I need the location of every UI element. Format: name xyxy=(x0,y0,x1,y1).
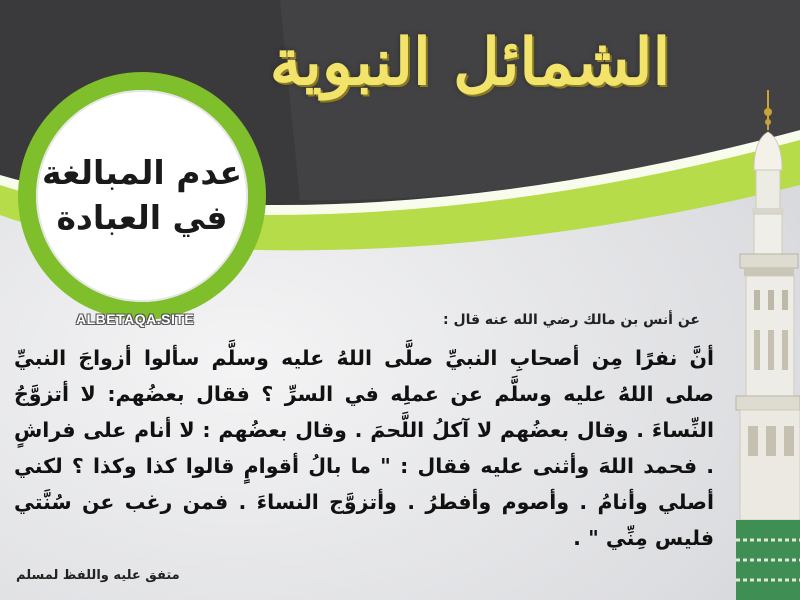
badge-inner xyxy=(36,90,248,302)
header-title: الشمائل النبوية xyxy=(269,25,671,100)
badge-title-line2: في العبادة xyxy=(56,198,228,237)
site-watermark: ALBETAQA.SITE xyxy=(76,311,195,327)
hadith-text: أنَّ نفرًا مِن أصحابِ النبيِّ صلَّى اللهُ عليه وسلَّم سألوا أزواجَ النبيِّ صلى اللهُ عليه وسلَّم عن عملِه في السرِّ ؟ فقال بعضُهم: لا أتزوَّجُ النِّساءَ . وقال بعضُهم لا آكلُ اللَّحمَ . وقال بعضُهم : لا أنام على فراشٍ . فحمد اللهَ وأثنى عليه فقال : " ما بالُ أقوامٍ قالوا كذا وكذا ؟ لكني أصلي وأنامُ . وأصوم وأفطرُ . وأتزوَّج النساءَ . فمن رغب عن سُنَّتي فليس مِنِّي " . xyxy=(14,346,714,550)
minaret-illustration xyxy=(720,90,800,600)
narrator-line: عن أنس بن مالك رضي الله عنه قال : xyxy=(442,312,700,328)
badge-title-line1: عدم المبالغة xyxy=(42,153,242,193)
title-badge xyxy=(18,72,266,320)
source-note: متفق عليه واللفظ لمسلم xyxy=(16,568,180,583)
